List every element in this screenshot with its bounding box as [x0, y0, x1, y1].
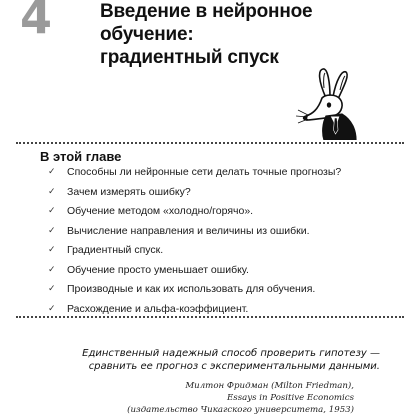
epigraph-quote: [40, 347, 380, 373]
list-item-text: Расхождение и альфа-коэффициент.: [67, 302, 249, 315]
check-icon: ✓: [48, 284, 56, 294]
list-item-text: Способны ли нейронные сети делать точные прогнозы?: [67, 166, 342, 178]
list-item: [0, 261, 420, 281]
list-item-text: Производные и как их использовать для обучения.: [67, 283, 316, 295]
epigraph-attribution: [40, 380, 354, 416]
epigraph-quote-line-1: Единственный надежный способ проверить гипотезу —: [82, 348, 380, 359]
check-icon: ✓: [48, 225, 56, 236]
list-item-text: Зачем измерять ошибку?: [67, 185, 191, 198]
list-item: [0, 202, 420, 222]
list-item-text: Обучение методом «холодно/горячо».: [67, 205, 254, 217]
epigraph-work: Essays in Positive Economics: [227, 393, 354, 403]
section-heading: В этой главе: [40, 149, 122, 164]
section-divider-bottom: [16, 316, 404, 318]
check-icon: ✓: [48, 206, 56, 216]
check-icon: ✓: [48, 303, 56, 314]
list-item-text: Обучение просто уменьшает ошибку.: [67, 263, 249, 276]
list-item: [0, 241, 420, 261]
list-item: [0, 163, 420, 183]
check-icon: ✓: [48, 264, 56, 275]
check-icon: ✓: [48, 245, 56, 255]
chapter-title-line-1: Введение в нейронное обучение:: [100, 1, 313, 45]
list-item-text: Градиентный спуск.: [67, 244, 164, 256]
epigraph-author: Милтон Фридман (Milton Friedman),: [185, 381, 354, 391]
list-item-text: Вычисление направления и величины из ошибки.: [67, 224, 310, 237]
check-icon: ✓: [48, 186, 56, 197]
epigraph-publisher: (издательство Чикагского университета, 1953): [127, 405, 354, 415]
chapter-title: [100, 0, 400, 69]
chapter-topics-list: [0, 163, 420, 319]
chapter-number: 4: [20, 0, 53, 44]
epigraph-quote-line-2: сравнить ее прогноз с экспериментальными данными.: [88, 361, 380, 372]
list-item: [0, 183, 420, 203]
section-divider-top: [16, 142, 404, 144]
list-item: [0, 222, 420, 242]
check-icon: ✓: [48, 167, 56, 177]
chapter-title-line-2: градиентный спуск: [100, 47, 279, 68]
list-item: [0, 280, 420, 300]
cartoon-mouse-in-suit-icon: [296, 68, 360, 140]
